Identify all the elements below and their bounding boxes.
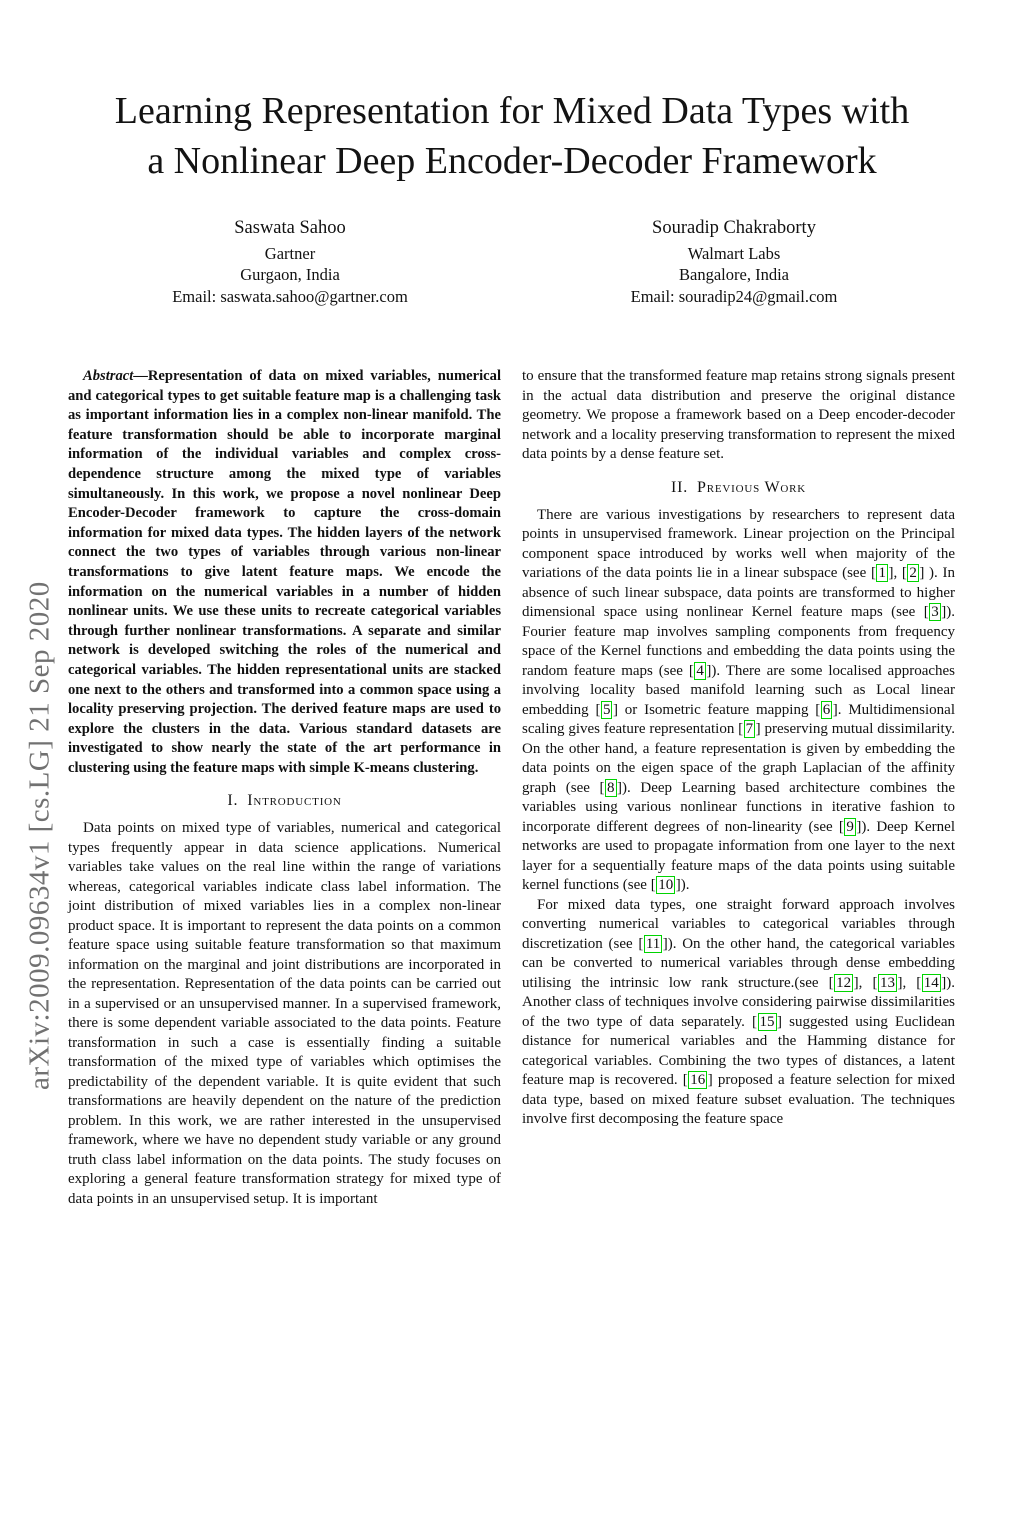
author-affiliation: Walmart Labs <box>687 243 781 263</box>
citation-link[interactable]: 3 <box>931 604 939 620</box>
citation-link[interactable]: 2 <box>909 565 917 581</box>
author-block-1 <box>68 218 512 307</box>
section-heading-introduction <box>68 792 501 810</box>
section-number: I. <box>227 792 239 810</box>
citation-link[interactable]: 14 <box>923 974 939 991</box>
arxiv-watermark: arXiv:2009.09634v1 [cs.LG] 21 Sep 2020 <box>23 581 56 1091</box>
citation-link[interactable]: 11 <box>645 935 661 952</box>
author-name: Saswata Sahoo <box>234 218 346 238</box>
citation-link[interactable]: 7 <box>745 721 754 737</box>
citation-link[interactable]: 13 <box>879 974 895 991</box>
author-name: Souradip Chakraborty <box>652 218 816 238</box>
section-heading-previous-work <box>522 479 955 497</box>
paper-title <box>0 86 1024 186</box>
section-number: II. <box>670 478 689 496</box>
paper-title-line-2: a Nonlinear Deep Encoder-Decoder Framework <box>147 140 877 182</box>
author-location: Gurgaon, India <box>240 265 340 284</box>
citation-link[interactable]: 1 <box>878 565 886 581</box>
citation-link[interactable]: 15 <box>759 1013 775 1030</box>
citation-link[interactable]: 5 <box>602 701 611 718</box>
citation-link[interactable]: 8 <box>607 779 615 796</box>
two-column-body <box>0 367 1024 1209</box>
abstract-label: Abstract <box>83 368 134 384</box>
author-affiliation: Gartner <box>264 243 316 263</box>
introduction-continuation-paragraph: to ensure that the transformed feature map retains strong signals present in the actual data distribution and preserve the original distance geometry. We propose a framework based on a Deep encoder-decoder network and a locality preserving transformation to represent the mixed data points by a dense feature set. <box>522 368 955 462</box>
abstract-dash: — <box>133 368 148 384</box>
citation-link[interactable]: 9 <box>846 818 854 835</box>
citation-link[interactable]: 10 <box>658 877 674 893</box>
abstract-text: Representation of data on mixed variables, numerical and categorical types to get suitable feature map is a challenging task as important information lies in a complex non-linear manifold. The feature transformation should be able to incorporate marginal information of the individual variables and complex cross-dependence structure among the mixed type of variables simultaneously. In this work, we propose a novel nonlinear Deep Encoder-Decoder framework to capture the cross-domain information for mixed data types. The hidden layers of the network connect the two types of variables through various non-linear transformations to give latent feature maps. We encode the information on the numerical variables in a number of hidden nonlinear units. We use these units to recreate categorical variables through further nonlinear transformations. A separate and similar network is developed switching the roles of the numerical and categorical variables. The hidden representational units are stacked one next to the others and transformed into a common space using a locality preserving projection. The derived feature maps are used to explore the clusters in the data. Various standard datasets are investigated to show nearly the state of the art performance in clustering using the feature maps with simple K-means clustering. <box>68 368 501 776</box>
citation-link[interactable]: 16 <box>690 1072 706 1088</box>
author-email: Email: souradip24@gmail.com <box>630 286 838 306</box>
left-column <box>68 367 501 1209</box>
citation-link[interactable]: 6 <box>822 701 831 718</box>
author-location: Bangalore, India <box>679 265 789 284</box>
paper-title-line-1: Learning Representation for Mixed Data Types with <box>114 90 910 132</box>
citation-link[interactable]: 12 <box>836 974 852 991</box>
previous-work-paragraph-2: For mixed data types, one straight forward approach involves converting numerical variables to categorical variables through discretization (see [ 11 ]). On the other hand, the categorical variables can be converted to numerical variables through dense embedding utilising the intrinsic low rank structure.(see [ 12 ], [ 13 ], [ 14 ]). Another class of techniques involve considering pairwise dissimilarities of the two type of data separately. [ 15 ] suggested using Euclidean distance for numerical variables and the Hamming distance for categorical variables. Combining the two types of distances, a latent feature map is recovered. [ 16 ] proposed a feature selection for mixed data type, based on mixed feature subset evaluation. The techniques involve first decomposing the feature space <box>522 896 956 1127</box>
section-title: Introduction <box>247 792 342 810</box>
previous-work-paragraph-1: There are various investigations by researchers to represent data points in unsupervised framework. Linear projection on the Principal component space introduced by works well when majority of the variations of the data points lie in a linear subspace (see [ 1 ], [ 2 ] ). In absence of such linear subspace, data points are transformed to higher dimensional space using nonlinear Kernel feature maps (see [ 3 ]). Fourier feature map involves sampling components from frequency space of the Kernel functions and embedding the data points using the random feature maps (see [ 4 ]). There are some localised approaches involving locality based manifold learning such as Local linear embedding [ 5 ] or Isometric feature mapping [ 6 ]. Multidimensional scaling gives feature representation [ 7 ] preserving mutual dissimilarity. On the other hand, a feature representation is given by embedding the data points on the eigen space of the graph Laplacian of the affinity graph (see [ 8 ]). Deep Learning based architecture combines the variables using various nonlinear functions in iterative fashion to incorporate different degrees of non-linearity (see [ 9 ]). Deep Kernel networks are used to propagate information from one layer to the next layer for a sequentially feature maps of the data points using suitable kernel functions (see [ 10 ]). <box>522 506 956 893</box>
introduction-paragraph: Data points on mixed type of variables, numerical and categorical types frequently appear in data science applications. Numerical variables take values on the real line within the range of variations whereas, categorical variables indicate class label information. The joint distribution of mixed variables lies in a complex non-linear product space. It is important to represent the data points on a common feature space using suitable feature transformation so that maximum information on the marginal and joint distributions are incorporated in the representation. Representation of the data points can be carried out in a supervised or an unsupervised manner. In a supervised framework, there is some dependent variable associated to the data points. Feature transformation in such a case is essentially finding a suitable transformation of the mixed type of variables which optimises the predictability of the dependent variable. It is quite evident that such transformations are heavily dependent on the nature of the prediction problem. In this work, we are rather interested in the unsupervised framework, where we have no dependent study variable or any ground truth class label information on the data points. The study focuses on exploring a general feature transformation strategy for mixed type of data points in an unsupervised setup. It is important <box>68 820 501 1207</box>
citation-link[interactable]: 4 <box>696 662 704 679</box>
section-title: Previous Work <box>697 478 807 496</box>
right-column <box>522 367 955 1209</box>
author-blocks <box>0 218 1024 307</box>
paper-page <box>0 86 1024 1534</box>
abstract-paragraph <box>68 367 501 778</box>
author-block-2 <box>512 218 956 307</box>
author-email: Email: saswata.sahoo@gartner.com <box>172 286 408 306</box>
